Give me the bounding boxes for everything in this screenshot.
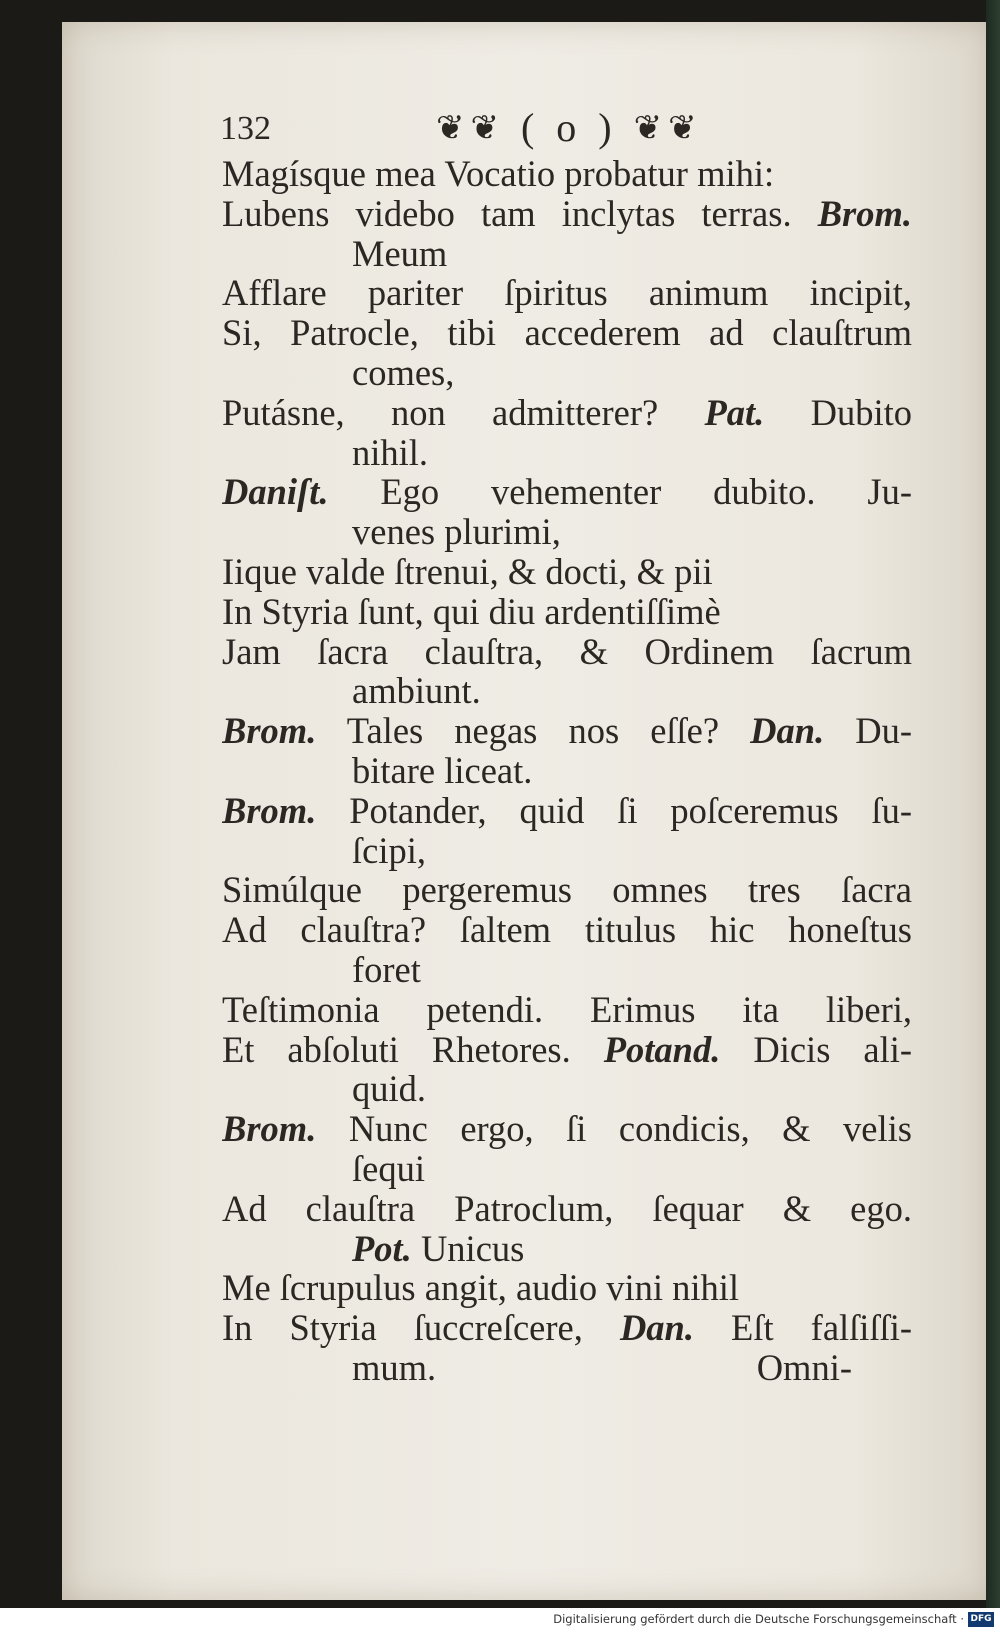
speaker-label: Potand. — [603, 1029, 721, 1070]
speaker-label: Dan. — [619, 1308, 694, 1348]
text-line: venes plurimi, — [352, 511, 561, 553]
text-line: ſequi — [352, 1147, 425, 1189]
text-line: In Styria ſunt, qui diu ardentiſſimè — [222, 590, 721, 632]
text-line: Putásne, non admitterer? Pat. Dubito — [222, 392, 912, 433]
text-line: Me ſcrupulus angit, audio vini nihil — [222, 1267, 740, 1309]
ornament-right-icon: ❦❦ — [633, 110, 703, 147]
page-number: 132 — [220, 110, 271, 147]
speaker-label: Dan. — [750, 711, 825, 751]
text-line: Ad clauſtra? ſaltem titulus hic honeſtus — [222, 910, 912, 950]
text-line: Pot. Unicus — [352, 1227, 525, 1269]
digitization-footer — [0, 1608, 1000, 1632]
speaker-label: Pat. — [704, 392, 765, 433]
text-line: quid. — [352, 1068, 427, 1110]
text-line: Magísque mea Vocatio probatur mihi: — [222, 153, 775, 194]
book-spine — [986, 0, 1000, 1632]
catchword: Omni- — [756, 1346, 852, 1388]
ornament-left-icon: ❦❦ — [436, 110, 505, 147]
text-line: mum. Omni- — [352, 1346, 852, 1388]
speaker-label: Brom. — [817, 193, 912, 234]
text-line: Brom. Nunc ergo, ſi condicis, & velis — [222, 1109, 912, 1149]
text-line: Brom. Potander, quid ſi poſceremus ſu- — [222, 790, 912, 831]
speaker-label: Brom. — [222, 711, 317, 751]
speaker-label: Daniſt. — [222, 472, 329, 513]
text-line: comes, — [352, 351, 455, 393]
text-line: Brom. Tales negas nos eſſe? Dan. Du- — [222, 711, 912, 751]
text-line: Afflare pariter ſpiritus animum incipit, — [222, 273, 912, 314]
text-line: Meum — [352, 232, 448, 274]
ornament-center: ( o ) — [520, 105, 618, 150]
text-line: Si, Patrocle, tibi accederem ad clauſtrum — [222, 313, 912, 353]
text-line: bitare liceat. — [352, 749, 533, 791]
text-line: Ad clauſtra Patroclum, ſequar & ego. — [222, 1188, 912, 1229]
page-text — [222, 154, 912, 1388]
text-line: Jam ſacra clauſtra, & Ordinem ſacrum — [222, 631, 912, 672]
text-line: In Styria ſuccreſcere, Dan. Eſt falſiſſi- — [222, 1308, 912, 1348]
header-ornament — [436, 104, 703, 151]
text-line: nihil. — [352, 431, 429, 473]
speaker-label: Brom. — [222, 790, 317, 831]
page-header — [220, 104, 910, 154]
text-line: Daniſt. Ego vehementer dubito. Ju- — [222, 472, 912, 513]
text-line: ſcipi, — [352, 829, 426, 871]
speaker-label: Brom. — [222, 1109, 317, 1149]
text-line: Iique valde ſtrenui, & docti, & pii — [222, 550, 713, 592]
speaker-label: Pot. — [352, 1227, 412, 1269]
text-line: Et abſoluti Rhetores. Potand. Dicis ali- — [222, 1029, 912, 1070]
text-line: Teſtimonia petendi. Erimus ita liberi, — [222, 989, 912, 1030]
funding-notice: Digitalisierung gefördert durch die Deutsche Forschungsgemeinschaft · — [553, 1612, 964, 1626]
text-line: ambiunt. — [352, 670, 481, 712]
text-line: foret — [352, 948, 421, 990]
dfg-logo-icon: DFG — [968, 1612, 994, 1627]
text-line: Lubens videbo tam inclytas terras. Brom. — [222, 193, 912, 234]
text-line: Simúlque pergeremus omnes tres ſacra — [222, 870, 912, 911]
